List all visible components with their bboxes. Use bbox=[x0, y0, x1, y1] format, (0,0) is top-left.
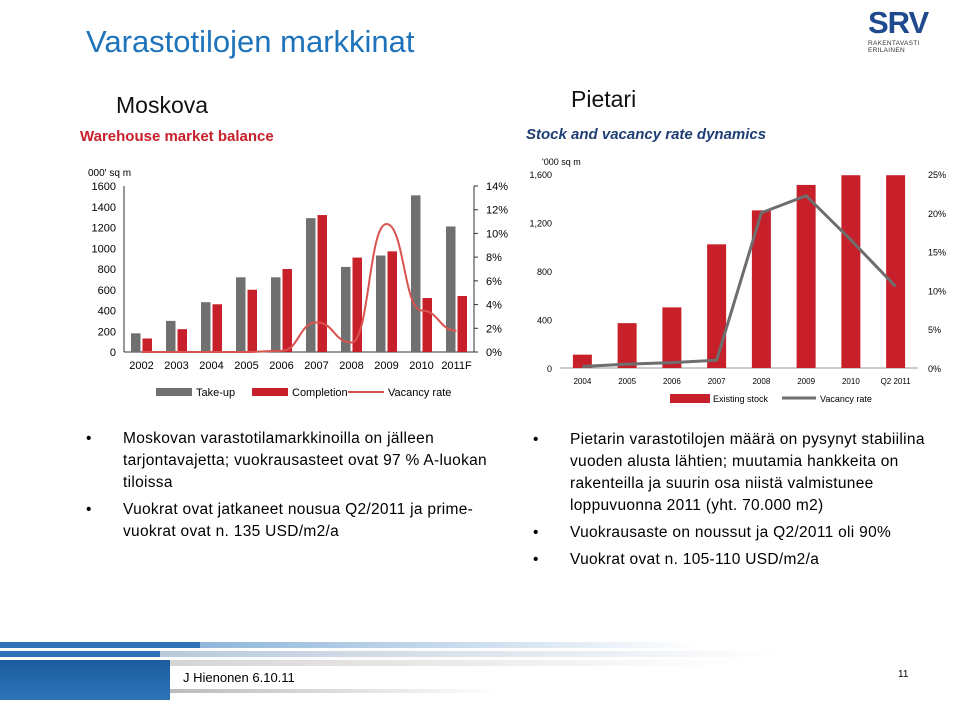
footer-author: J Hienonen 6.10.11 bbox=[183, 670, 295, 685]
y2-tick-label: 10% bbox=[486, 228, 509, 241]
y-tick-label: 1,200 bbox=[529, 218, 552, 229]
completion-bar bbox=[283, 269, 293, 352]
y-tick-label: 1600 bbox=[91, 181, 116, 193]
x-tick-label: 2011F bbox=[441, 360, 472, 372]
y-axis-label: '000 sq m bbox=[542, 157, 581, 167]
x-tick-label: 2004 bbox=[199, 360, 224, 372]
page-number: 11 bbox=[898, 669, 909, 680]
y2-tick-label: 4% bbox=[486, 299, 502, 312]
x-tick-label: 2007 bbox=[304, 360, 329, 372]
x-tick-label: 2004 bbox=[573, 377, 592, 386]
chart-title: Warehouse market balance bbox=[80, 128, 274, 145]
y2-tick-label: 0% bbox=[928, 364, 942, 374]
takeup-bar bbox=[236, 277, 246, 352]
y-tick-label: 800 bbox=[97, 264, 116, 276]
legend-vacancy-label: Vacancy rate bbox=[820, 394, 872, 404]
y-tick-label: 1200 bbox=[91, 222, 116, 235]
x-tick-label: 2009 bbox=[797, 377, 816, 386]
completion-bar bbox=[213, 304, 223, 352]
stock-bar bbox=[841, 175, 860, 368]
y2-tick-label: 15% bbox=[928, 247, 947, 258]
x-tick-label: 2005 bbox=[234, 360, 259, 372]
completion-bar bbox=[458, 296, 468, 352]
y-tick-label: 200 bbox=[97, 326, 116, 339]
y2-tick-label: 5% bbox=[928, 325, 942, 336]
takeup-bar bbox=[131, 333, 141, 352]
y-tick-label: 800 bbox=[536, 267, 552, 277]
y-tick-label: 400 bbox=[536, 315, 552, 326]
takeup-bar bbox=[376, 256, 386, 352]
footer-stripe-6 bbox=[170, 689, 500, 693]
takeup-bar bbox=[201, 302, 211, 352]
completion-bar bbox=[178, 329, 188, 352]
completion-bar bbox=[388, 251, 398, 352]
moscow-chart bbox=[76, 120, 516, 410]
takeup-bar bbox=[411, 195, 421, 352]
spb-bullet-1: • Pietarin varastotilojen määrä on pysynyt stabiilina vuoden alusta lähtien; muutamia hankkeita on rakenteilla ja suurin osa niistä valmistunee loppuvuonna 2011 (yht. 70.000 m2) bbox=[533, 429, 953, 517]
completion-bar bbox=[248, 290, 258, 352]
takeup-bar bbox=[306, 218, 316, 352]
x-tick-label: 2006 bbox=[662, 377, 681, 386]
srv-logo bbox=[868, 6, 952, 52]
vacancy-line bbox=[142, 224, 457, 352]
x-tick-label: 2009 bbox=[374, 360, 399, 372]
moscow-label: Moskova bbox=[116, 92, 209, 118]
y-tick-label: 0 bbox=[109, 347, 116, 359]
x-tick-label: 2010 bbox=[841, 377, 860, 386]
y2-tick-label: 12% bbox=[486, 204, 509, 217]
moscow-bullets bbox=[86, 428, 506, 548]
stock-bar bbox=[618, 323, 637, 368]
legend-stock-label: Existing stock bbox=[713, 394, 769, 404]
y-tick-label: 0 bbox=[546, 364, 552, 374]
x-tick-label: 2002 bbox=[129, 360, 154, 372]
spb-chart bbox=[520, 118, 960, 408]
completion-bar bbox=[423, 298, 433, 352]
y2-tick-label: 8% bbox=[486, 252, 502, 265]
takeup-bar bbox=[271, 277, 281, 352]
logo-mark: SRV bbox=[868, 5, 929, 40]
stock-bar bbox=[707, 244, 726, 368]
y2-tick-label: 2% bbox=[486, 323, 502, 336]
slide-title: Varastotilojen markkinat bbox=[86, 24, 415, 59]
moscow-bullet-2: • Vuokrat ovat jatkaneet nousua Q2/2011 ja prime-vuokrat ovat n. 135 USD/m2/a bbox=[86, 499, 506, 543]
spb-bullet-3: • Vuokrat ovat n. 105-110 USD/m2/a bbox=[533, 549, 953, 571]
legend-takeup-label: Take-up bbox=[196, 387, 236, 399]
takeup-bar bbox=[446, 226, 456, 352]
completion-bar bbox=[318, 215, 328, 352]
footer-block bbox=[0, 660, 170, 700]
spb-bullets bbox=[533, 429, 953, 576]
legend-vacancy-label: Vacancy rate bbox=[388, 387, 452, 399]
x-tick-label: 2005 bbox=[618, 377, 637, 386]
footer-stripe-5 bbox=[170, 660, 730, 666]
legend-completion-label: Completion bbox=[292, 387, 348, 399]
y-tick-label: 1,600 bbox=[529, 170, 552, 180]
y-tick-label: 1000 bbox=[91, 243, 116, 256]
y2-tick-label: 25% bbox=[928, 170, 947, 180]
legend-completion-swatch bbox=[252, 388, 288, 396]
chart-title: Stock and vacancy rate dynamics bbox=[526, 126, 767, 143]
legend-stock-swatch bbox=[670, 394, 710, 403]
footer-stripe-4 bbox=[160, 651, 780, 657]
moscow-bullet-1: • Moskovan varastotilamarkkinoilla on jälleen tarjontavajetta; vuokrausasteet ovat 97 % A-luokan tiloissa bbox=[86, 428, 506, 494]
x-tick-label: Q2 2011 bbox=[880, 377, 911, 386]
x-tick-label: 2008 bbox=[752, 377, 771, 386]
y-axis-label: 000' sq m bbox=[88, 168, 132, 179]
y2-tick-label: 0% bbox=[486, 347, 502, 359]
x-tick-label: 2003 bbox=[164, 360, 189, 372]
x-tick-label: 2010 bbox=[409, 360, 434, 372]
stock-bar bbox=[662, 307, 681, 368]
legend-takeup-swatch bbox=[156, 388, 192, 396]
y2-tick-label: 14% bbox=[486, 181, 509, 193]
spb-label: Pietari bbox=[571, 86, 637, 112]
y2-tick-label: 6% bbox=[486, 275, 502, 288]
footer-stripe-3 bbox=[0, 651, 160, 657]
x-tick-label: 2008 bbox=[339, 360, 364, 372]
y2-tick-label: 20% bbox=[928, 208, 947, 219]
y-tick-label: 600 bbox=[97, 284, 116, 297]
x-tick-label: 2007 bbox=[707, 377, 726, 386]
y-tick-label: 1400 bbox=[91, 201, 116, 214]
y2-tick-label: 10% bbox=[928, 286, 947, 297]
x-tick-label: 2006 bbox=[269, 360, 294, 372]
y-tick-label: 400 bbox=[97, 305, 116, 318]
completion-bar bbox=[143, 339, 153, 352]
stock-bar bbox=[886, 175, 905, 368]
logo-tagline: RAKENTAVASTI ERILAINEN bbox=[868, 40, 920, 54]
stock-bar bbox=[797, 185, 816, 368]
footer-stripe-2 bbox=[200, 642, 700, 648]
spb-bullet-2: • Vuokrausaste on noussut ja Q2/2011 oli 90% bbox=[533, 522, 953, 544]
footer-stripe-1 bbox=[0, 642, 200, 648]
takeup-bar bbox=[166, 321, 176, 352]
